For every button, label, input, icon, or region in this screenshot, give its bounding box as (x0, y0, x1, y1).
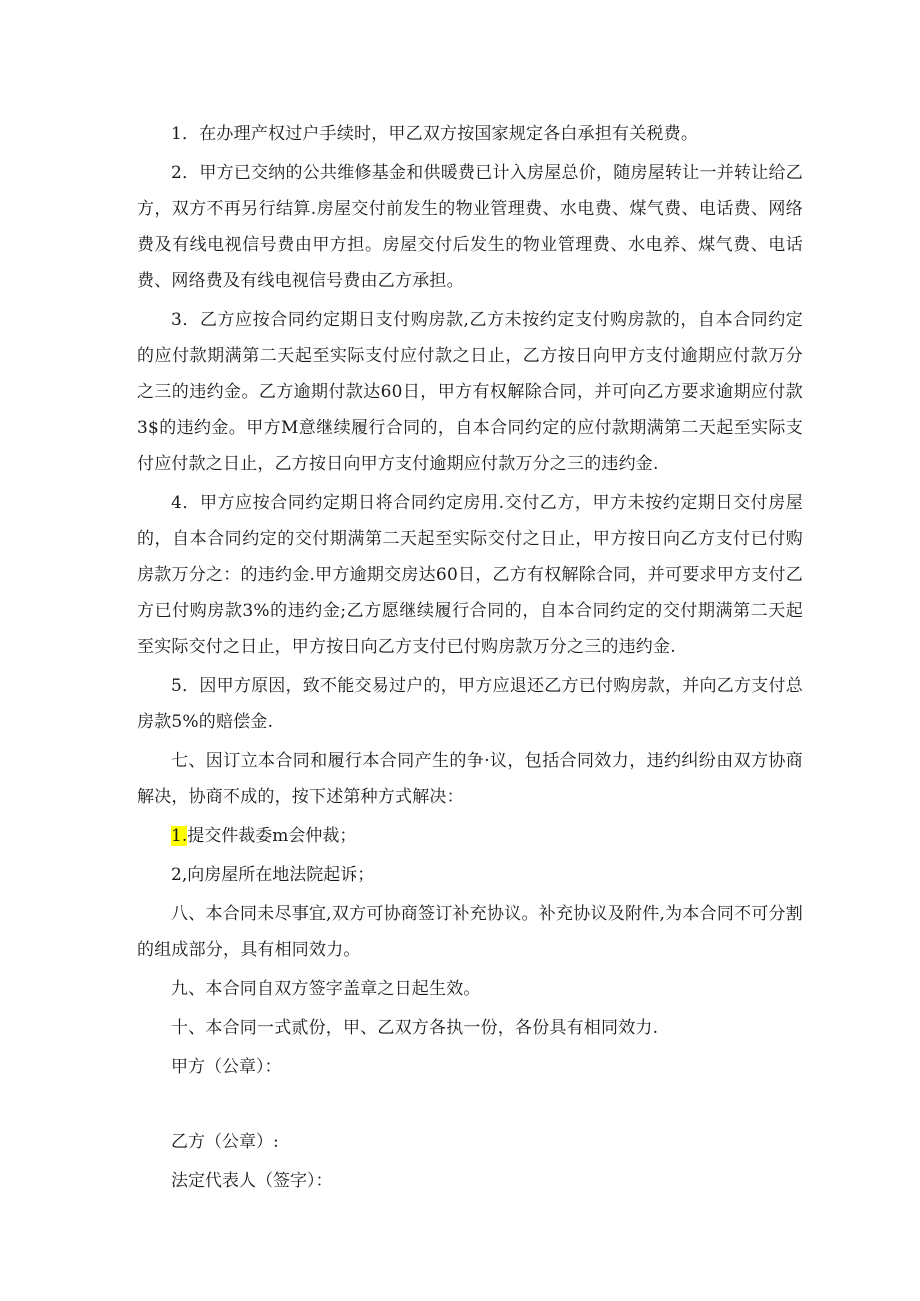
contract-body (137, 116, 803, 1202)
dispute-option-2: 2,向房屋所在地法院起诉； (171, 865, 375, 885)
clause-3: 3．乙方应按合同约定期日支付购房款,乙方未按约定支付购房款的，自本合同约定的应付款期满第二天起至实际支付应付款之日止，乙方按日向甲方支付逾期应付款万分之三的违约金。乙方逾期付款达60日，甲方有权解除合同，并可向乙方要求逾期应付款3$的违约金。甲方M意继续履行合同的，自本合同约定的应付款期满第二天起至实际支付应付款之日止，乙方按日向甲方支付逾期应付款万分之三的违约金. (137, 310, 803, 474)
highlighted-number: 1. (171, 826, 188, 846)
clause-5: 5．因甲方原因，致不能交易过户的，甲方应退还乙方已付购房款，并向乙方支付总房款5%的赔偿金. (137, 676, 803, 732)
article-7: 七、因订立本合同和履行本合同产生的争·议，包括合同效力，违约纠纷由双方协商解决，协商不成的，按下述第种方式解决： (137, 751, 803, 807)
party-a-seal: 甲方（公章）： (171, 1057, 282, 1077)
party-b-seal: 乙方（公章）: (171, 1132, 279, 1152)
article-9: 九、本合同自双方签字盖章之日起生效。 (171, 979, 481, 999)
article-10: 十、本合同一式贰份，甲、乙双方各执一份，各份具有相同效力. (171, 1018, 659, 1038)
clause-4: 4．甲方应按合同约定期日将合同约定房用.交付乙方，甲方未按约定期日交付房屋的，自本合同约定的交付期满第二天起至实际交付之日止，甲方按日向乙方支付已付购房款万分之：的违约金.甲方逾期交房达60日，乙方有权解除合同，并可要求甲方支付乙方已付购房款3%的违约金;乙方愿继续履行合同的，自本合同约定的交付期满第二天起至实际交付之日止，甲方按日向乙方支付已付购房款万分之三的违约金. (137, 493, 803, 657)
article-8: 八、本合同未尽事宜,双方可协商签订补充协议。补充协议及附件,为本合同不可分割的组成部分，具有相同效力。 (137, 904, 803, 960)
dispute-option-1 (137, 818, 803, 854)
dispute-option-1-text: 提交件裁委m会仲裁； (187, 826, 357, 846)
signature-gap (137, 1088, 803, 1124)
clause-2: 2．甲方已交纳的公共维修基金和供暖费已计入房屋总价，随房屋转让一并转让给乙方，双方不再另行结算.房屋交付前发生的物业管理费、水电费、煤气费、电话费、网络费及有线电视信号费由甲方担。房屋交付后发生的物业管理费、水电养、煤气费、电话费、网络费及有线电视信号费由乙方承担。 (137, 163, 803, 291)
legal-representative-signature: 法定代表人（签字）： (171, 1171, 333, 1191)
clause-1: 1．在办理产权过户手续时，甲乙双方按国家规定各白承担有关税费。 (171, 124, 699, 144)
